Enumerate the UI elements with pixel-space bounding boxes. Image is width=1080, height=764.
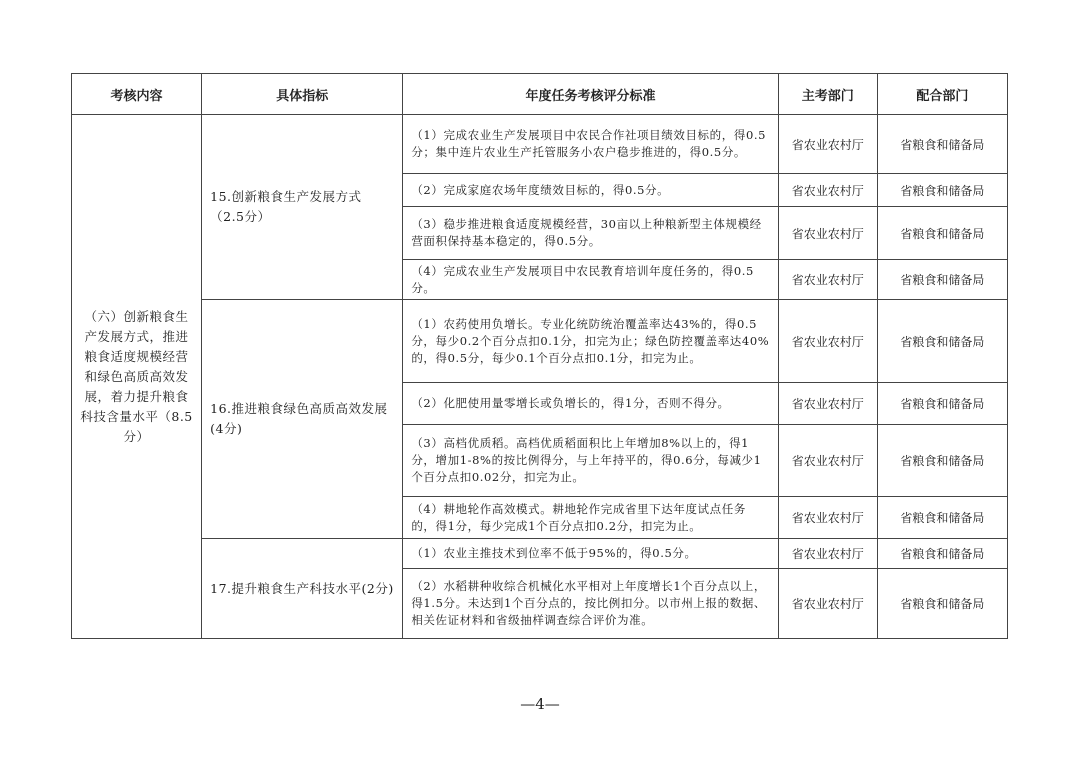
lead-dept-cell: 省农业农村厅 [778,174,877,207]
standard-cell: （1）农药使用负增长。专业化统防统治覆盖率达43%的，得0.5分，每少0.2个百分点扣0.1分，扣完为止；绿色防控覆盖率达40%的，得0.5分，每少0.1个百分点扣0.1分，扣完为止。 [403,300,778,383]
lead-dept-cell: 省农业农村厅 [778,497,877,539]
support-dept-cell: 省粮食和储备局 [877,174,1007,207]
standard-cell: （1）农业主推技术到位率不低于95%的，得0.5分。 [403,539,778,569]
support-dept-cell: 省粮食和储备局 [877,425,1007,497]
standard-cell: （2）水稻耕种收综合机械化水平相对上年度增长1个百分点以上，得1.5分。未达到1个百分点的，按比例扣分。以市州上报的数据、相关佐证材料和省级抽样调查综合评价为准。 [403,569,778,639]
support-dept-cell: 省粮食和储备局 [877,115,1007,174]
support-dept-cell: 省粮食和储备局 [877,207,1007,260]
support-dept-cell: 省粮食和储备局 [877,539,1007,569]
support-dept-cell: 省粮食和储备局 [877,260,1007,300]
table-header-row [72,74,1008,115]
indicator-cell: 16.推进粮食绿色高质高效发展(4分) [202,300,403,539]
standard-cell: （1）完成农业生产发展项目中农民合作社项目绩效目标的，得0.5分；集中连片农业生产托管服务小农户稳步推进的，得0.5分。 [403,115,778,174]
standard-cell: （3）高档优质稻。高档优质稻面积比上年增加8%以上的，得1分，增加1-8%的按比例得分，与上年持平的，得0.6分，每减少1个百分点扣0.02分，扣完为止。 [403,425,778,497]
header-lead-dept: 主考部门 [778,74,877,115]
lead-dept-cell: 省农业农村厅 [778,115,877,174]
header-standard: 年度任务考核评分标准 [403,74,778,115]
header-content: 考核内容 [72,74,202,115]
support-dept-cell: 省粮食和储备局 [877,300,1007,383]
table-row [72,115,1008,174]
support-dept-cell: 省粮食和储备局 [877,569,1007,639]
standard-cell: （3）稳步推进粮食适度规模经营，30亩以上种粮新型主体规模经营面积保持基本稳定的，得0.5分。 [403,207,778,260]
header-support-dept: 配合部门 [877,74,1007,115]
lead-dept-cell: 省农业农村厅 [778,260,877,300]
lead-dept-cell: 省农业农村厅 [778,425,877,497]
support-dept-cell: 省粮食和储备局 [877,383,1007,425]
table-row [72,300,1008,383]
category-cell: （六）创新粮食生产发展方式，推进粮食适度规模经营和绿色高质高效发展，着力提升粮食科技含量水平（8.5分） [72,115,202,639]
lead-dept-cell: 省农业农村厅 [778,539,877,569]
support-dept-cell: 省粮食和储备局 [877,497,1007,539]
lead-dept-cell: 省农业农村厅 [778,383,877,425]
table-row [72,539,1008,569]
standard-cell: （2）完成家庭农场年度绩效目标的，得0.5分。 [403,174,778,207]
standard-cell: （4）耕地轮作高效模式。耕地轮作完成省里下达年度试点任务的，得1分，每少完成1个百分点扣0.2分，扣完为止。 [403,497,778,539]
lead-dept-cell: 省农业农村厅 [778,300,877,383]
header-indicator: 具体指标 [202,74,403,115]
lead-dept-cell: 省农业农村厅 [778,207,877,260]
indicator-cell: 17.提升粮食生产科技水平(2分) [202,539,403,639]
indicator-cell: 15.创新粮食生产发展方式（2.5分） [202,115,403,300]
page-number: —4— [520,695,560,713]
lead-dept-cell: 省农业农村厅 [778,569,877,639]
standard-cell: （2）化肥使用量零增长或负增长的，得1分，否则不得分。 [403,383,778,425]
assessment-table [71,73,1008,639]
standard-cell: （4）完成农业生产发展项目中农民教育培训年度任务的，得0.5分。 [403,260,778,300]
